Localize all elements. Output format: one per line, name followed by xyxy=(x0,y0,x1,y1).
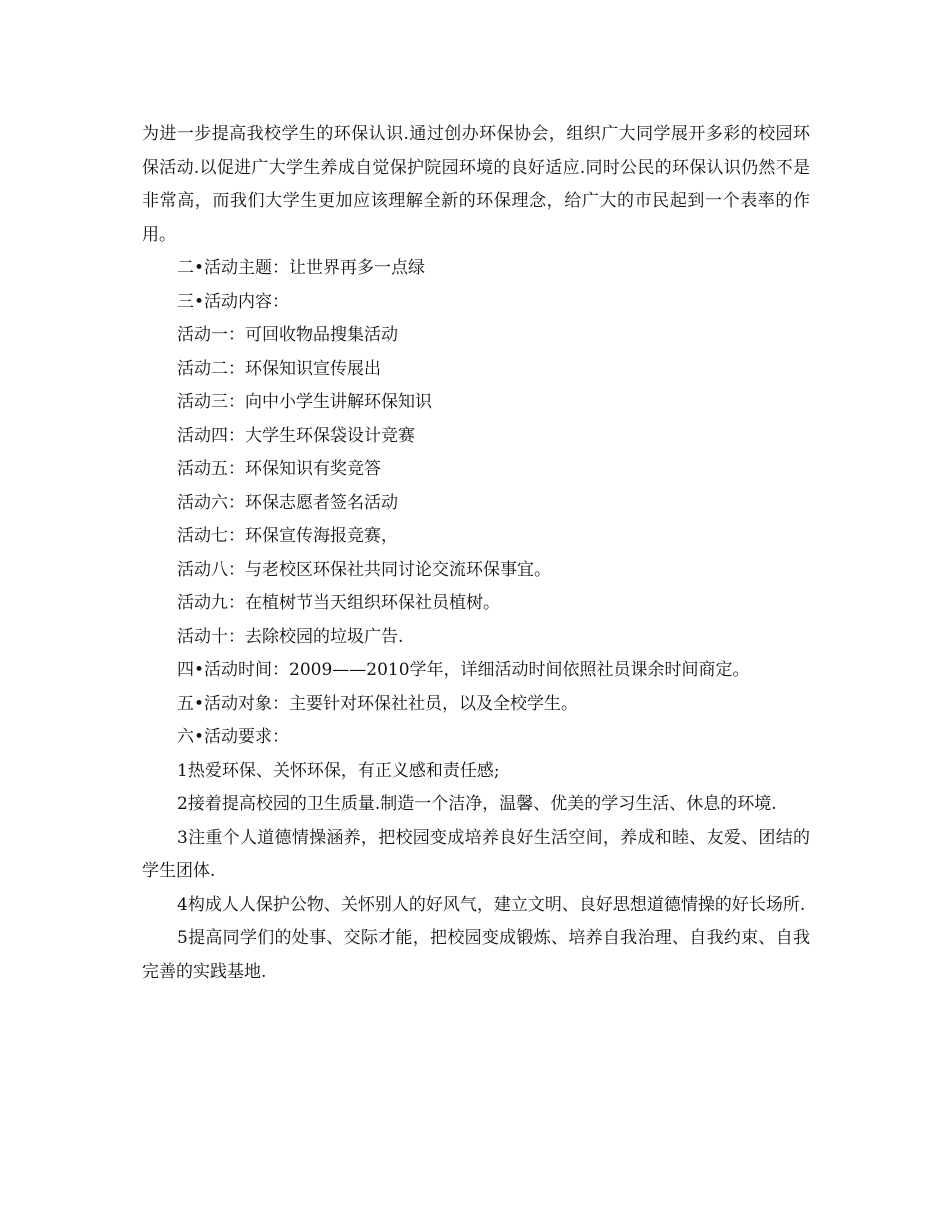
paragraph: 1热爱环保、关怀环保，有正义感和责任感; xyxy=(177,760,500,781)
paragraph: 六•活动要求： xyxy=(177,727,290,747)
paragraph: 活动三：向中小学生讲解环保知识 xyxy=(177,392,432,412)
paragraph: 活动十：去除校园的垃圾广告. xyxy=(177,626,404,647)
paragraph: 活动七：环保宣传海报竞赛， xyxy=(177,526,398,546)
paragraph: 3注重个人道德情操涵养，把校园变成培养良好生活空间，养成和睦、友爱、团结的学生团体. xyxy=(142,827,810,881)
paragraph: 四•活动时间：2009——2010学年，详细活动时间依照社员课余时间商定。 xyxy=(177,660,750,680)
paragraph: 活动一：可回收物品搜集活动 xyxy=(177,325,398,345)
paragraph: 2接着提高校园的卫生质量.制造一个洁净，温馨、优美的学习生活、休息的环境. xyxy=(177,794,777,814)
paragraph: 活动二：环保知识宣传展出 xyxy=(177,358,381,379)
paragraph: 活动六：环保志愿者签名活动 xyxy=(177,492,398,513)
paragraph: 5提高同学们的处事、交际才能，把校园变成锻炼、培养自我治理、自我约束、自我完善的实践基地. xyxy=(142,928,810,982)
paragraph: 为进一步提高我校学生的环保认识.通过创办环保协会，组织广大同学展开多彩的校园环保活动.以促进广大学生养成自觉保护院园环境的良好适应.同时公民的环保认识仍然不是非常高，而我们大学生更加应该理解全新的环保理念，给广大的市民起到一个表率的作用。 xyxy=(142,124,810,245)
paragraph: 三•活动内容： xyxy=(177,291,290,312)
document-body xyxy=(142,118,810,989)
paragraph: 活动四：大学生环保袋设计竞赛 xyxy=(177,425,415,446)
paragraph: 活动九：在植树节当天组织环保社员植树。 xyxy=(177,593,500,613)
paragraph: 4构成人人保护公物、关怀别人的好风气，建立文明、良好思想道德情操的好长场所. xyxy=(177,894,806,915)
paragraph: 活动八：与老校区环保社共同讨论交流环保事宜。 xyxy=(177,559,551,580)
paragraph: 五•活动对象：主要针对环保社社员，以及全校学生。 xyxy=(177,693,579,714)
paragraph: 活动五：环保知识有奖竞答 xyxy=(177,459,381,479)
paragraph: 二•活动主题：让世界再多一点绿 xyxy=(177,258,426,278)
